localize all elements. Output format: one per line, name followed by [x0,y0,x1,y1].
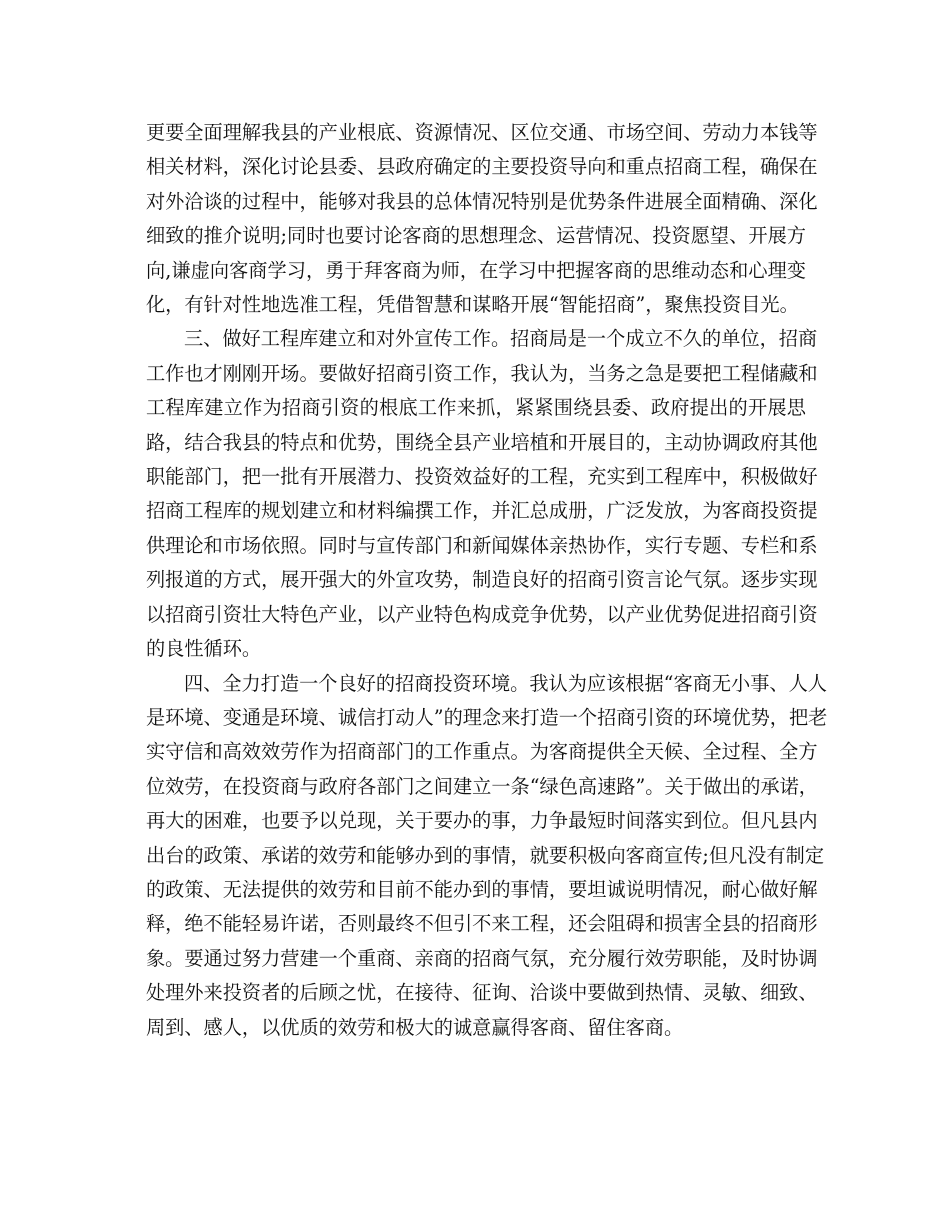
text-line: 更要全面理解我县的产业根底、资源情况、区位交通、市场空间、劳动力本钱等 [146,121,818,144]
text-line: 出台的政策、承诺的效劳和能够办到的事情，就要积极向客商宣传;但凡没有制定 [146,843,825,867]
paragraph-1 [146,116,818,322]
text-line: 处理外来投资者的后顾之忧，在接待、征询、洽谈中要做到热情、灵敏、细致、 [146,981,818,1005]
text-line: 对外洽谈的过程中，能够对我县的总体情况特别是优势条件进展全面精确、深化 [146,189,818,213]
text-line: 供理论和市场依照。同时与宣传部门和新闻媒体亲热协作，实行专题、专栏和系 [146,533,818,557]
text-line: 的良性循环。 [146,637,262,661]
text-line: 工程库建立作为招商引资的根底工作来抓，紧紧围绕县委、政府提出的开展思 [146,396,806,420]
paragraph-2 [146,322,818,666]
text-line: 再大的困难，也要予以兑现，关于要办的事，力争最短时间落实到位。但凡县内 [146,809,818,833]
text-line: 职能部门，把一批有开展潜力、投资效益好的工程，充实到工程库中，积极做好 [146,465,818,489]
text-line: 相关材料，深化讨论县委、县政府确定的主要投资导向和重点招商工程，确保在 [146,155,818,179]
text-line: 象。要通过努力营建一个重商、亲商的招商气氛，充分履行效劳职能，及时协调 [146,946,818,970]
text-line: 列报道的方式，展开强大的外宣攻势，制造良好的招商引资言论气氛。逐步实现 [146,568,818,592]
text-line: 招商工程库的规划建立和材料编撰工作，并汇总成册，广泛发放，为客商投资提 [146,499,818,523]
text-line: 以招商引资壮大特色产业，以产业特色构成竞争优势，以产业优势促进招商引资 [146,602,818,626]
text-line: 路，结合我县的特点和优势，围绕全县产业培植和开展目的，主动协调政府其他 [146,430,818,454]
text-line: 细致的推介说明;同时也要讨论客商的思想理念、运营情况、投资愿望、开展方 [146,224,806,248]
text-line: 三、做好工程库建立和对外宣传工作。招商局是一个成立不久的单位，招商 [184,327,818,351]
text-line: 是环境、变通是环境、诚信打动人”的理念来打造一个招商引资的环境优势，把老 [146,705,828,729]
text-line: 化，有针对性地选准工程，凭借智慧和谋略开展“智能招商”，聚焦投资目光。 [146,293,799,317]
paragraph-3 [146,667,828,1045]
text-line: 向,谦虚向客商学习，勇于拜客商为师，在学习中把握客商的思维动态和心理变 [146,258,806,282]
text-line: 实守信和高效效劳作为招商部门的工作重点。为客商提供全天候、全过程、全方 [146,740,818,764]
text-line: 释，绝不能轻易许诺，否则最终不但引不来工程，还会阻碍和损害全县的招商形 [146,912,818,936]
text-line: 四、全力打造一个良好的招商投资环境。我认为应该根据“客商无小事、人人 [184,671,827,695]
text-line: 工作也才刚刚开场。要做好招商引资工作，我认为，当务之急是要把工程储藏和 [146,361,818,385]
text-line: 的政策、无法提供的效劳和目前不能办到的事情，要坦诚说明情况，耐心做好解 [146,877,818,901]
text-line: 位效劳，在投资商与政府各部门之间建立一条“绿色高速路”。关于做出的承诺， [146,774,818,798]
text-line: 周到、感人，以优质的效劳和极大的诚意赢得客商、留住客商。 [146,1015,684,1039]
document-page [146,116,828,1045]
